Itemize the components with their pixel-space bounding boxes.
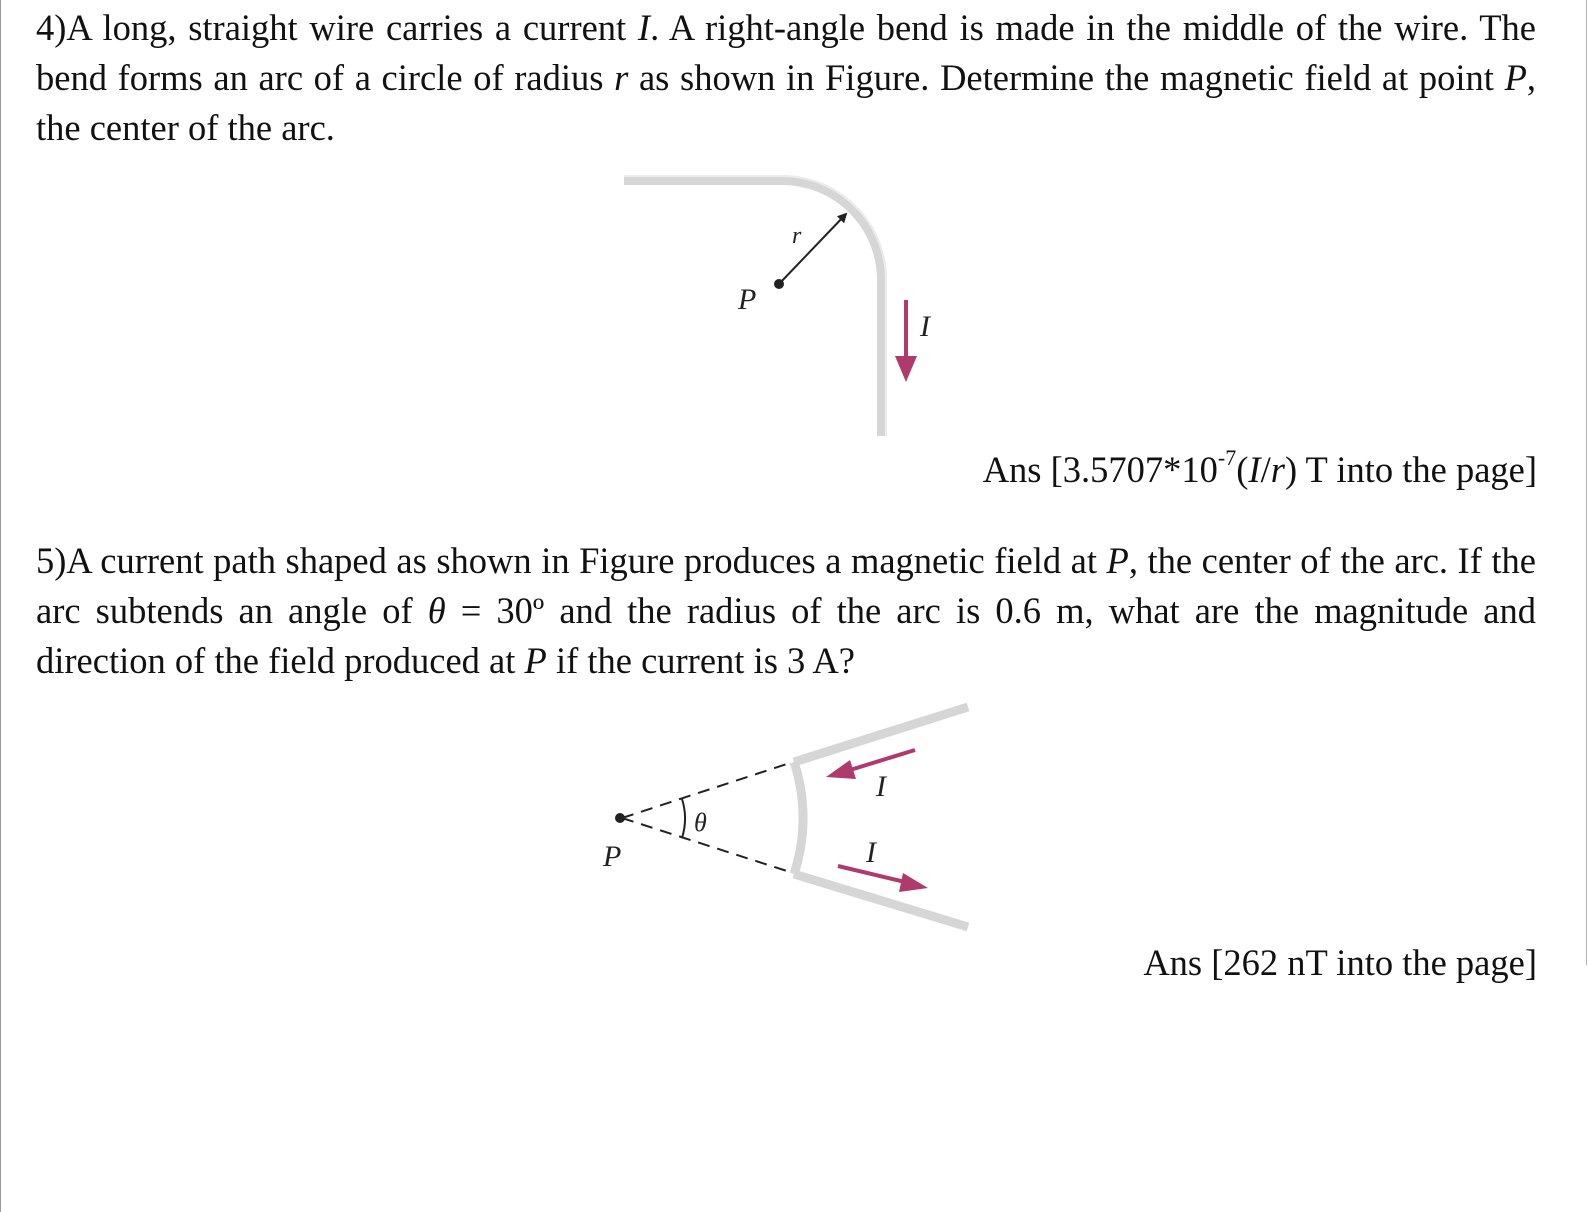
problem-5-text-4: if the current is 3 A? [546, 640, 855, 681]
answer-4-var-I: I [1248, 449, 1261, 491]
theta-angle-arc [682, 799, 685, 838]
answer-4-suffix: ) T into the page] [1284, 449, 1537, 491]
problem-5-text-2: , the center of the arc. If the arc subtends an angle of [36, 540, 1536, 631]
label-r: r [792, 223, 802, 249]
problem-4-var-P: P [1504, 57, 1527, 98]
problem-4-text-4: , the center of the arc. [36, 57, 1536, 148]
problem-5-var-theta: θ [427, 590, 446, 631]
problem-5-var-P-1: P [1106, 540, 1129, 581]
problem-4-number: 4) [36, 7, 67, 48]
label-I-top: I [876, 770, 886, 803]
problem-5-text-1: A current path shaped as shown in Figure produces a magnetic field at [66, 540, 1107, 581]
problem-5-text-3: = 30º and the radius of the arc is 0.6 m, what are the magnitude and direction of the field produced at [36, 590, 1537, 681]
answer-4-exponent: -7 [1217, 445, 1237, 470]
answer-4-prefix: Ans [3.5707*10 [982, 449, 1218, 491]
answer-4-slash: / [1260, 449, 1271, 491]
label-P: P [738, 283, 757, 316]
problem-5-number: 5) [36, 540, 67, 581]
lower-straight-wire [794, 874, 968, 927]
current-arrow-top [826, 760, 856, 779]
problem-4-var-I: I [637, 7, 651, 48]
current-arrow-bottom [899, 873, 928, 892]
point-P-dot-2 [615, 813, 625, 823]
problem-4-var-r: r [614, 57, 629, 98]
label-I: I [920, 310, 930, 343]
problem-5-var-P-2: P [524, 640, 547, 681]
arc-wire [794, 762, 803, 874]
label-P-2: P [603, 840, 622, 873]
problem-5-answer: Ans [262 nT into the page] [1143, 942, 1537, 983]
problem-4-text-3: as shown in Figure. Determine the magnetic field at point [628, 57, 1505, 98]
problem-4-text-1: A long, straight wire carries a current [66, 7, 638, 48]
label-theta: θ [694, 808, 707, 837]
problem-4-text-2: . A right-angle bend is made in the middle of the wire. The bend forms an arc of a circle of radius [36, 7, 1536, 98]
answer-4-var-r: r [1270, 449, 1285, 491]
upper-straight-wire [794, 707, 968, 762]
label-I-bottom: I [866, 836, 876, 869]
answer-4-open-paren: ( [1236, 449, 1249, 491]
